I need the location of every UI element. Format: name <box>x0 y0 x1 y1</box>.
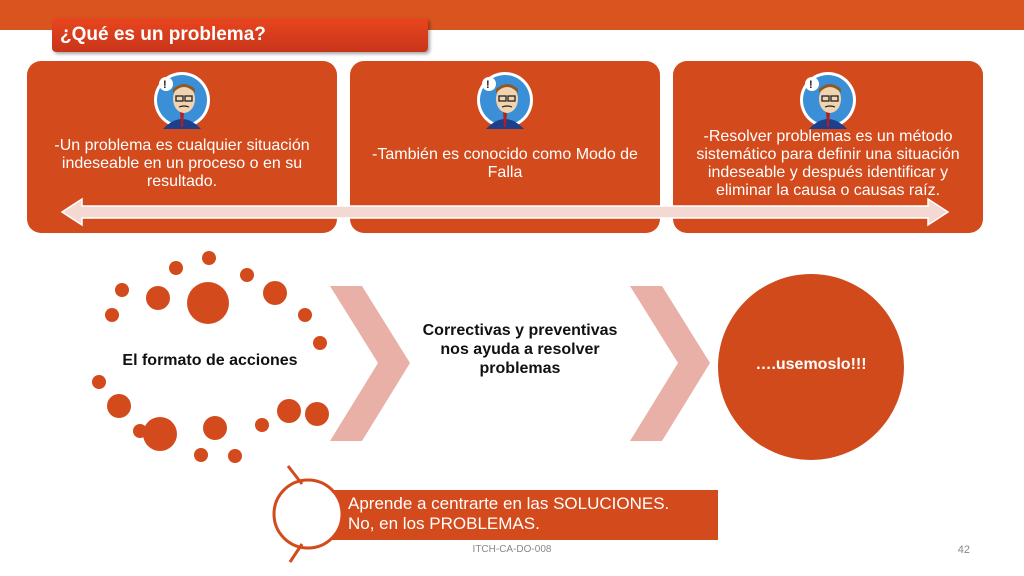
chevron-right-icon <box>330 286 410 441</box>
worried-man-icon <box>476 71 534 129</box>
footer-document-code: ITCH-CA-DO-008 <box>472 544 552 555</box>
worried-man-icon <box>153 71 211 129</box>
card-3-text: -Resolver problemas es un método sistemático para definir una situación indeseable y después identificar y eliminar la causa o causas raíz. <box>696 128 960 199</box>
card-2-text: -También es conocido como Modo de Falla <box>372 146 638 181</box>
process-step-2: Correctivas y preventivas nos ayuda a resolver problemas <box>422 322 618 377</box>
quote-ring-icon <box>268 462 348 566</box>
slide-title: ¿Qué es un problema? <box>52 18 428 52</box>
svg-text:!: ! <box>163 79 167 91</box>
process-step-3: ….usemoslo!!! <box>755 356 867 373</box>
quote-line-1: Aprende a centrarte en las SOLUCIONES. <box>348 494 670 513</box>
double-arrow-icon <box>60 197 950 227</box>
chevron-right-icon <box>630 286 710 441</box>
page-number: 42 <box>957 544 970 556</box>
svg-text:!: ! <box>809 79 813 91</box>
worried-man-icon <box>799 71 857 129</box>
quote-text <box>348 494 718 534</box>
quote-line-2: No, en los PROBLEMAS. <box>348 514 540 533</box>
card-1-text: -Un problema es cualquier situación indeseable en un proceso o en su resultado. <box>54 137 310 190</box>
process-step-1: El formato de acciones <box>122 352 298 369</box>
svg-text:!: ! <box>486 79 490 91</box>
